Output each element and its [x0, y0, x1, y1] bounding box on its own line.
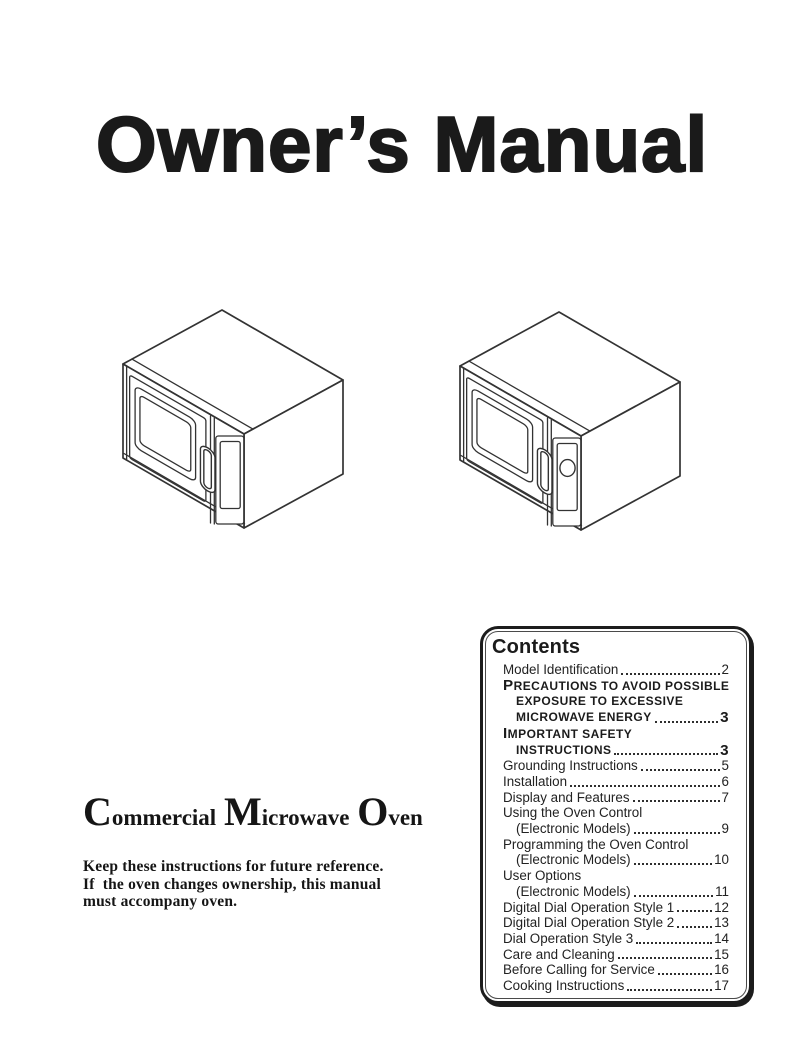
toc-leader-dots [621, 673, 719, 675]
toc-entry-label: Care and Cleaning [503, 946, 615, 962]
toc-entry-label: Model Identification [503, 662, 619, 677]
toc-entry-label: EXPOSURE TO EXCESSIVE [516, 694, 684, 709]
toc-entry-label: MICROWAVE ENERGY [516, 710, 652, 725]
toc-entry-line [492, 931, 729, 947]
toc-entry-line [492, 790, 729, 806]
toc-leader-dots [634, 832, 720, 834]
microwave-pushbutton-illustration [115, 302, 365, 552]
toc-page-number: 9 [721, 821, 729, 837]
toc-page-number: 10 [714, 852, 729, 868]
toc-entry-line [492, 915, 729, 931]
toc-leader-dots [627, 989, 712, 991]
toc-entry-line [492, 726, 729, 743]
toc-page-number: 3 [720, 709, 729, 727]
toc-entry-line [492, 774, 729, 790]
toc-leader-dots [633, 800, 720, 802]
toc-entry-line [492, 743, 729, 759]
toc-page-number: 16 [714, 962, 729, 978]
toc-entry-label: (Electronic Models) [516, 821, 631, 837]
toc-entry-line [492, 678, 729, 695]
toc-leader-dots [636, 942, 712, 944]
toc-entry-label: Installation [503, 773, 568, 789]
toc-entry-label: Grounding Instructions [503, 758, 638, 774]
toc-entry-line [492, 978, 729, 994]
toc-entry-line [492, 884, 729, 900]
toc-page-number: 7 [721, 789, 729, 805]
toc-entry-label: Programming the Oven Control [503, 836, 689, 852]
toc-page-number: 17 [714, 978, 729, 994]
toc-entry-line [492, 900, 729, 916]
product-name-word: Oven [357, 789, 423, 834]
toc-page-number: 13 [714, 915, 729, 931]
toc-leader-dots [677, 926, 712, 928]
product-name [83, 788, 423, 835]
toc-entry-label: Display and Features [503, 789, 630, 805]
page-title: Owner’s Manual [96, 100, 709, 188]
toc-entry-line [492, 758, 729, 774]
toc-leader-dots [658, 973, 712, 975]
toc-leader-dots [655, 721, 718, 723]
toc-entry-label: (Electronic Models) [516, 883, 631, 899]
contents-title: Contents [492, 636, 581, 658]
toc-page-number: 15 [714, 946, 729, 962]
toc-entry-label: Digital Dial Operation Style 1 [503, 899, 675, 915]
toc-page-number: 6 [721, 773, 729, 789]
microwave-dial-illustration [452, 304, 702, 554]
toc-leader-dots [618, 957, 712, 959]
toc-page-number: 5 [721, 758, 729, 774]
product-name-word: Commercial [83, 789, 217, 834]
contents-list [492, 662, 729, 994]
notice-line: Keep these instructions for future reference. [83, 858, 384, 875]
toc-leader-dots [634, 895, 713, 897]
toc-entry-label: User Options [503, 868, 582, 884]
toc-page-number: 3 [720, 741, 729, 759]
product-name-word: Microwave [223, 789, 350, 834]
toc-leader-dots [570, 785, 720, 787]
toc-entry-label: Before Calling for Service [503, 962, 655, 978]
toc-entry-label: (Electronic Models) [516, 852, 631, 868]
toc-entry-label: INSTRUCTIONS [516, 742, 612, 757]
toc-page-number: 12 [714, 899, 729, 915]
toc-page-number: 14 [714, 930, 729, 946]
toc-entry-label: IMPORTANT SAFETY [503, 724, 633, 742]
toc-page-number: 2 [721, 662, 729, 677]
contents-box [480, 626, 752, 1004]
dial-knob-icon [560, 460, 575, 477]
toc-entry-line [492, 821, 729, 837]
toc-entry-label: PRECAUTIONS TO AVOID POSSIBLE [503, 676, 730, 694]
toc-entry-line [492, 947, 729, 963]
toc-entry-line [492, 710, 729, 726]
toc-entry-label: Cooking Instructions [503, 978, 625, 994]
toc-entry-line [492, 694, 729, 710]
notice-line: must accompany oven. [83, 893, 238, 911]
retention-notice [83, 858, 384, 911]
toc-entry-line [492, 962, 729, 978]
toc-entry-label: Dial Operation Style 3 [503, 930, 634, 946]
notice-line: If the oven changes ownership, this manual [83, 875, 381, 893]
toc-entry-line [492, 837, 729, 853]
toc-leader-dots [677, 910, 712, 912]
toc-page-number: 11 [715, 883, 729, 899]
toc-leader-dots [634, 863, 712, 865]
toc-entry-line [492, 852, 729, 868]
toc-entry-line [492, 662, 729, 678]
toc-entry-line [492, 805, 729, 821]
toc-leader-dots [641, 769, 720, 771]
toc-entry-label: Using the Oven Control [503, 805, 643, 821]
toc-entry-label: Digital Dial Operation Style 2 [503, 915, 675, 931]
toc-entry-line [492, 868, 729, 884]
toc-leader-dots [614, 753, 718, 755]
